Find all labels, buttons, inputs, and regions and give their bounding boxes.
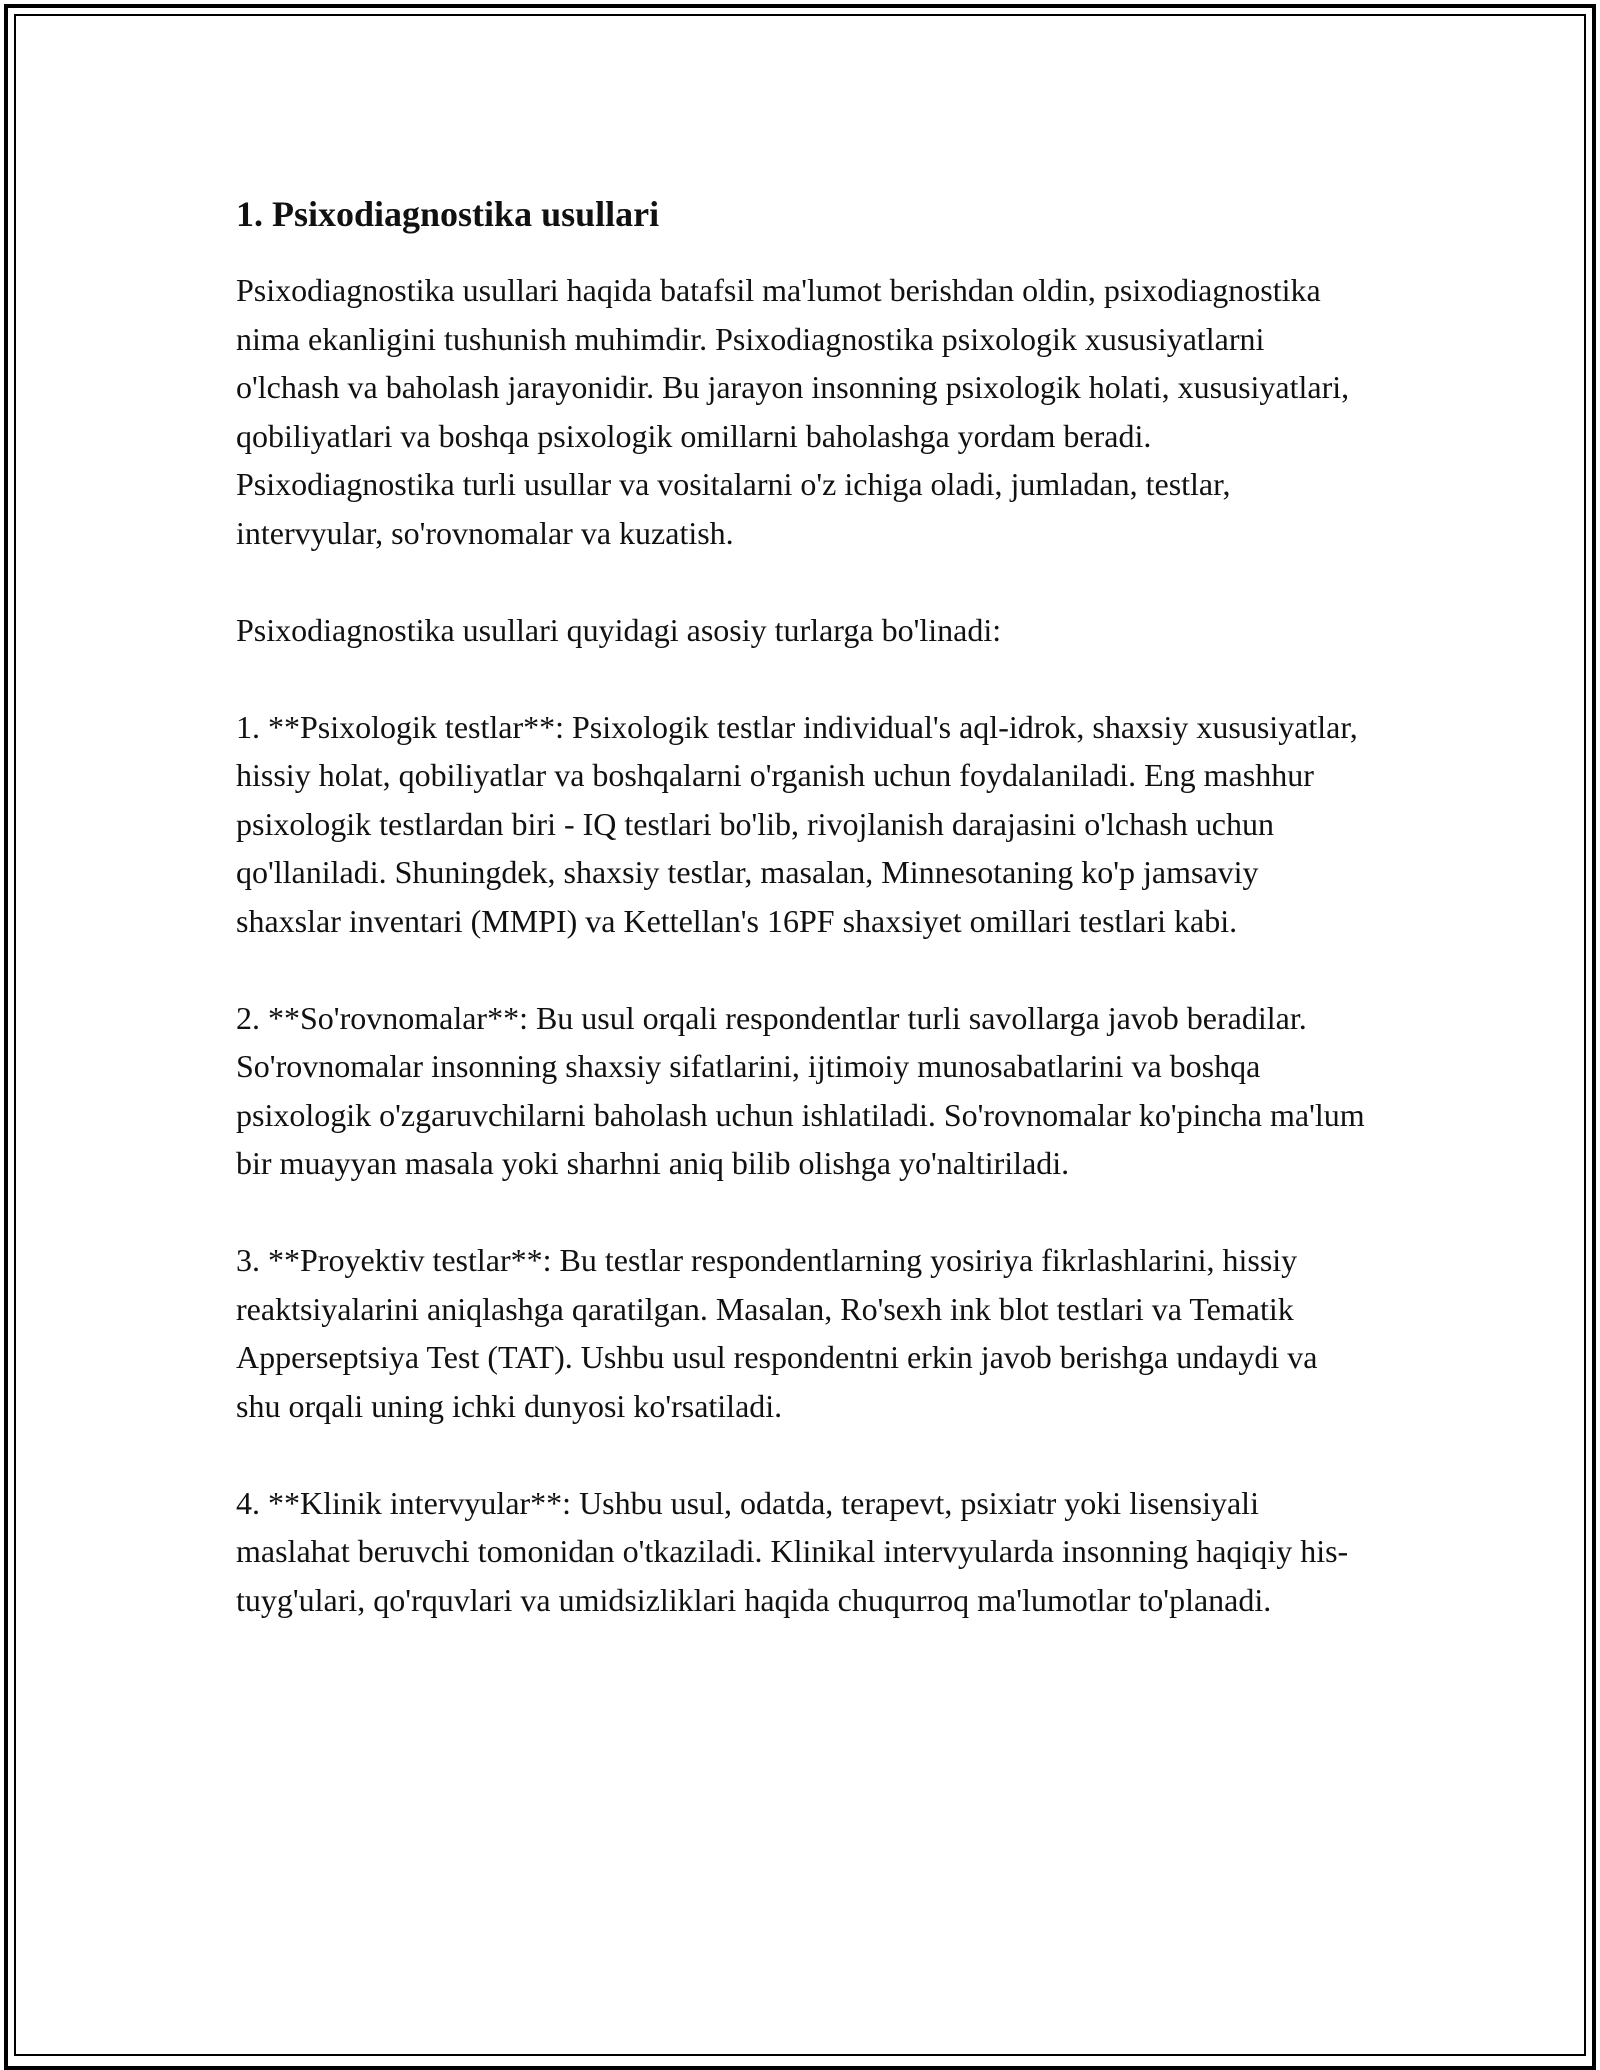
document-body	[236, 188, 1366, 1624]
list-item-surveys: 2. **So'rovnomalar**: Bu usul orqali respondentlar turli savollarga javob beradilar. So'rovnomalar insonning shaxsiy sifatlarini, ijtimoiy munosabatlarini va boshqa psixologik o'zgaruvchilarni baholash uchun ishlatiladi. So'rovnomalar ko'pincha ma'lum bir muayyan masala yoki sharhni aniq bilib olishga yo'naltiriladi.	[236, 999, 1365, 1181]
types-intro-paragraph: Psixodiagnostika usullari quyidagi asosiy turlarga bo'linadi:	[236, 611, 1002, 648]
list-item-psychological-tests: 1. **Psixologik testlar**: Psixologik testlar individual's aql-idrok, shaxsiy xususiyatlar, hissiy holat, qobiliyatlar va boshqalarni o'rganish uchun foydalaniladi. Eng mashhur psixologik testlardan biri - IQ testlari bo'lib, rivojlanish darajasini o'lchash uchun qo'llaniladi. Shuningdek, shaxsiy testlar, masalan, Minnesotaning ko'p jamsaviy shaxslar inventari (MMPI) va Kettellan's 16PF shaxsiyet omillari testlari kabi.	[236, 708, 1358, 939]
section-heading: 1. Psixodiagnostika usullari	[236, 194, 660, 234]
list-item-projective-tests: 3. **Proyektiv testlar**: Bu testlar respondentlarning yosiriya fikrlashlarini, hissiy reaktsiyalarini aniqlashga qaratilgan. Masalan, Ro'sexh ink blot testlari va Tematik Apperseptsiya Test (TAT). Ushbu usul respondentni erkin javob berishga undaydi va shu orqali uning ichki dunyosi ko'rsatiladi.	[236, 1242, 1318, 1424]
intro-paragraph: Psixodiagnostika usullari haqida batafsil ma'lumot berishdan oldin, psixodiagnostika nima ekanligini tushunish muhimdir. Psixodiagnostika psixologik xususiyatlarni o'lchash va baholash jarayonidir. Bu jarayon insonning psixologik holati, xususiyatlari, qobiliyatlari va boshqa psixologik omillarni baholashga yordam beradi. Psixodiagnostika turli usullar va vositalarni o'z ichiga oladi, jumladan, testlar, intervyular, so'rovnomalar va kuzatish.	[236, 272, 1350, 551]
list-item-clinical-interviews: 4. **Klinik intervyular**: Ushbu usul, odatda, terapevt, psixiatr yoki lisensiyali maslahat beruvchi tomonidan o'tkaziladi. Klinikal intervyularda insonning haqiqiy his-tuyg'ulari, qo'rquvlari va umidsizliklari haqida chuqurroq ma'lumotlar to'planadi.	[236, 1484, 1349, 1618]
